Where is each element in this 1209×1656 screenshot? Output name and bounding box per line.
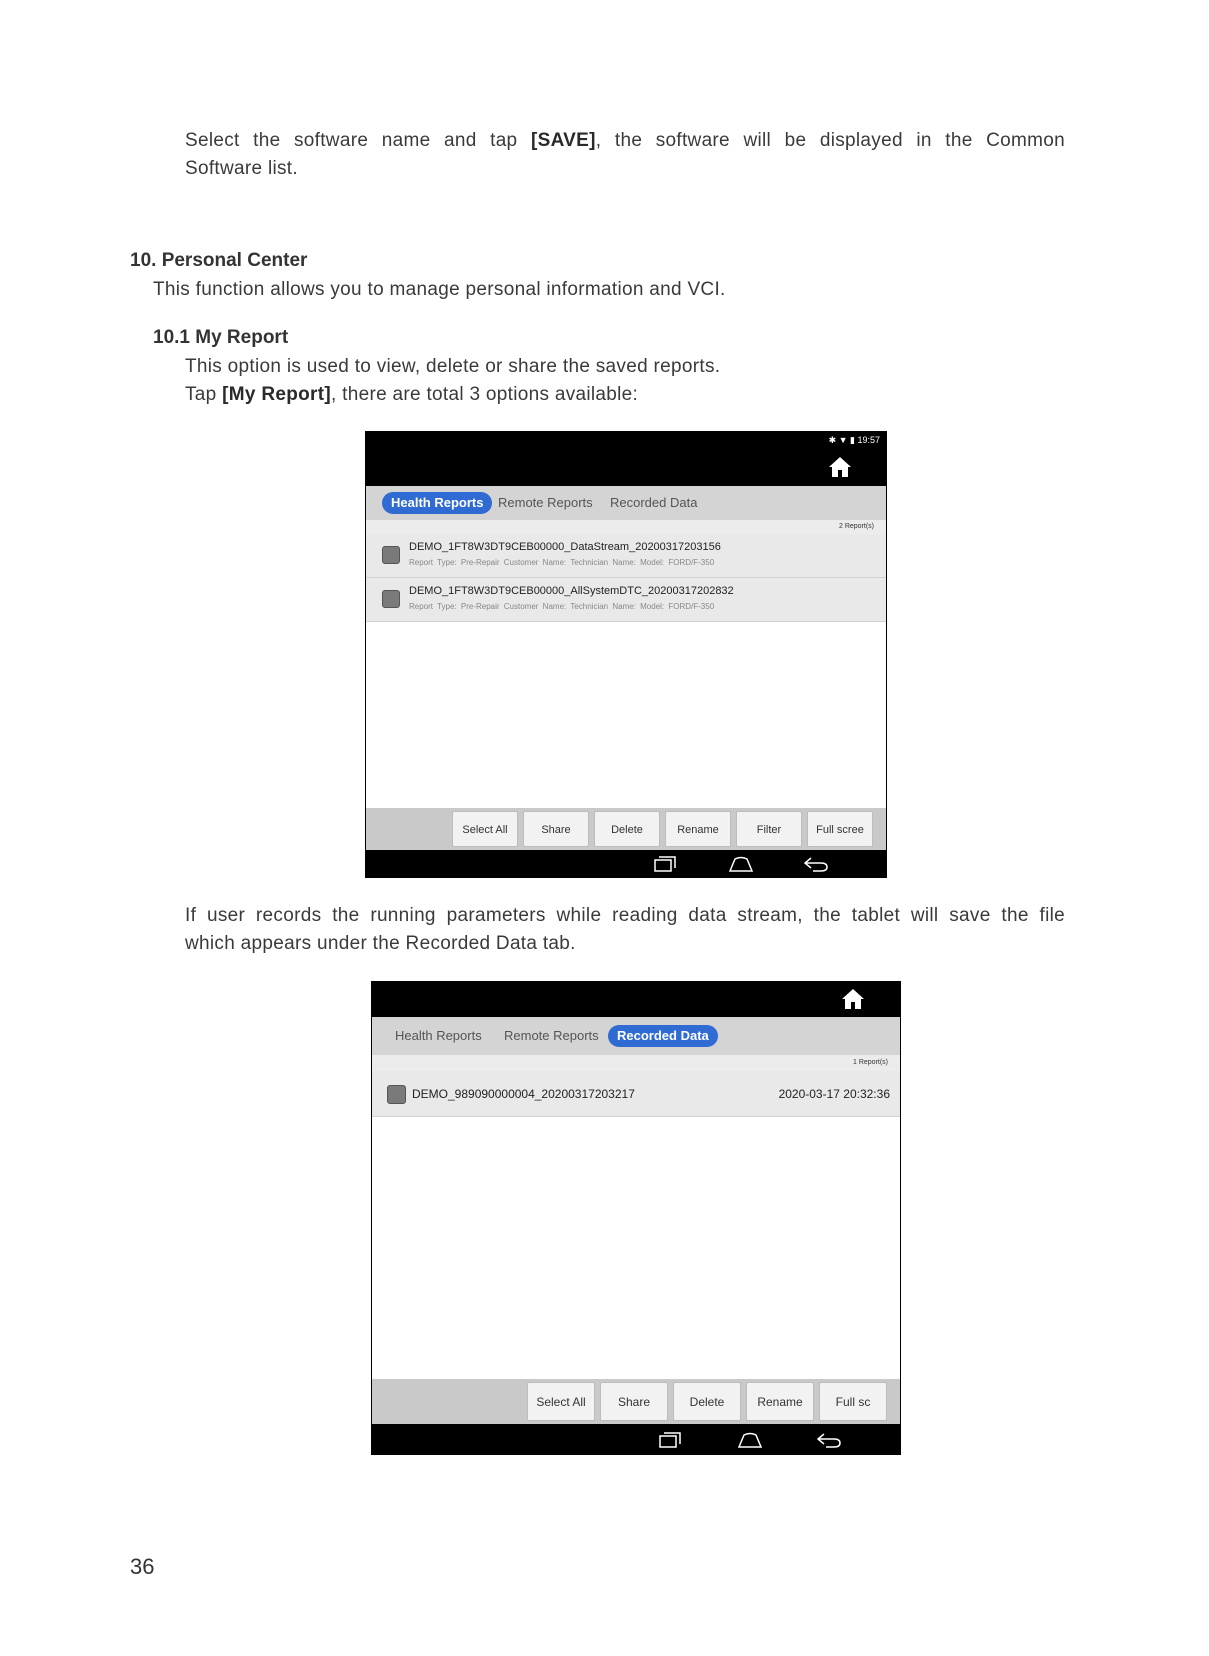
status-bar: ✱ ▼ ▮ 19:57 [366, 432, 886, 448]
row-checkbox[interactable] [382, 546, 400, 564]
app-bar [366, 448, 886, 486]
report-row[interactable] [372, 1071, 900, 1117]
section-heading: 10. Personal Center [130, 250, 308, 271]
middle-line-2: which appears under the Recorded Data tab. [185, 933, 576, 954]
report-date: 2020-03-17 20:32:36 [778, 1087, 890, 1101]
filter-button[interactable]: Filter [736, 811, 802, 847]
select-all-button[interactable]: Select All [452, 811, 518, 847]
report-title: DEMO_989090000004_20200317203217 [412, 1087, 635, 1101]
tab-remote-reports[interactable]: Remote Reports [498, 495, 593, 510]
tab-health-reports[interactable]: Health Reports [382, 492, 492, 514]
report-row[interactable] [366, 578, 886, 622]
save-keyword: [SAVE] [530, 130, 596, 151]
select-all-button[interactable]: Select All [527, 1382, 595, 1421]
subsection-line-2: Tap [My Report], there are total 3 options available: [185, 384, 639, 405]
recent-apps-icon[interactable] [658, 1432, 682, 1448]
subsection-heading: 10.1 My Report [153, 327, 289, 348]
subsection-line-1: This option is used to view, delete or share the saved reports. [185, 356, 721, 377]
middle-line-1: If user records the running parameters while reading data stream, the tablet will save the file [185, 905, 1065, 926]
delete-button[interactable]: Delete [673, 1382, 741, 1421]
tab-recorded-data[interactable]: Recorded Data [610, 495, 698, 510]
recent-apps-icon[interactable] [653, 856, 677, 872]
back-icon[interactable] [803, 856, 829, 872]
report-meta: Report Type: Pre-Repair Customer Name: Technician Name: Model: FORD/F-350 [409, 602, 715, 611]
action-toolbar [366, 808, 886, 850]
intro-line-2: Software list. [185, 158, 298, 179]
report-meta: Report Type: Pre-Repair Customer Name: Technician Name: Model: FORD/F-350 [409, 558, 715, 567]
action-toolbar [372, 1379, 900, 1424]
rename-button[interactable]: Rename [665, 811, 731, 847]
delete-button[interactable]: Delete [594, 811, 660, 847]
home-icon[interactable] [828, 456, 852, 478]
report-count: 2 Report(s) [366, 520, 886, 534]
row-checkbox[interactable] [382, 590, 400, 608]
report-title: DEMO_1FT8W3DT9CEB00000_AllSystemDTC_20200317202832 [409, 585, 734, 597]
home-nav-icon[interactable] [737, 1432, 763, 1448]
tab-remote-reports[interactable]: Remote Reports [504, 1028, 599, 1043]
intro-line-1: Select the software name and tap [SAVE], the software will be displayed in the Common [185, 130, 1065, 151]
section-description: This function allows you to manage personal information and VCI. [153, 279, 726, 300]
report-tabs [366, 486, 886, 520]
report-count: 1 Report(s) [372, 1055, 900, 1071]
android-nav-bar [372, 1424, 900, 1455]
page-number: 36 [130, 1554, 155, 1579]
share-button[interactable]: Share [600, 1382, 668, 1421]
report-title: DEMO_1FT8W3DT9CEB00000_DataStream_20200317203156 [409, 541, 721, 553]
full-screen-button[interactable]: Full sc [819, 1382, 887, 1421]
my-report-keyword: [My Report] [222, 384, 331, 405]
home-nav-icon[interactable] [728, 856, 754, 872]
rename-button[interactable]: Rename [746, 1382, 814, 1421]
intro-paragraph [185, 127, 1065, 183]
row-checkbox[interactable] [387, 1085, 406, 1104]
app-bar [372, 982, 900, 1017]
home-icon[interactable] [841, 988, 865, 1010]
screenshot-recorded-data [371, 981, 901, 1455]
tab-recorded-data[interactable]: Recorded Data [608, 1025, 718, 1047]
report-row[interactable] [366, 534, 886, 578]
report-tabs [372, 1017, 900, 1055]
back-icon[interactable] [816, 1432, 842, 1448]
android-nav-bar [366, 850, 886, 878]
share-button[interactable]: Share [523, 811, 589, 847]
middle-paragraph [185, 902, 1065, 958]
tab-health-reports[interactable]: Health Reports [395, 1028, 482, 1043]
full-screen-button[interactable]: Full scree [807, 811, 873, 847]
screenshot-health-reports [365, 431, 887, 878]
